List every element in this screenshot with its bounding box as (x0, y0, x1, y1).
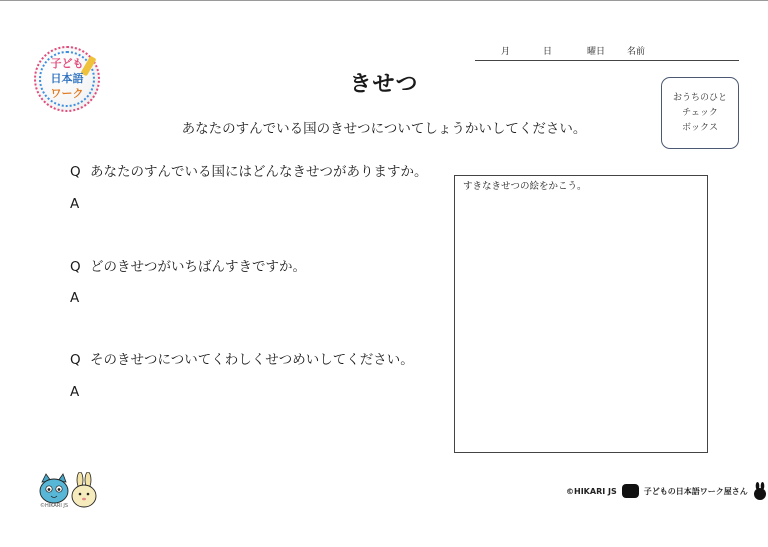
brand-badge-icon (622, 484, 639, 498)
question-mark: Q (70, 164, 81, 180)
check-box-line-3: ボックス (682, 122, 718, 133)
instruction-text: あなたのすんでいる国のきせつについてしょうかいしてください。 (181, 121, 587, 137)
parent-check-box[interactable] (661, 77, 739, 149)
check-box-line-2: チェック (682, 107, 718, 118)
question-text: そのきせつについてくわしくせつめいしてください。 (90, 352, 414, 368)
footer-brand-name: 子どもの日本語ワーク屋さん (643, 486, 748, 496)
answer-mark: A (70, 196, 80, 212)
question-2 (70, 258, 306, 276)
month-label: 月 (501, 47, 511, 57)
weekday-label: 曜日 (587, 47, 606, 57)
answer-1[interactable] (70, 195, 90, 213)
footer-copyright: ©HIKARI JS (566, 486, 617, 496)
question-mark: Q (70, 352, 81, 368)
top-rule (0, 0, 768, 1)
cat-character (40, 474, 68, 503)
date-name-line[interactable] (475, 46, 739, 61)
day-label: 日 (543, 47, 553, 57)
logo-line-1: 子ども (50, 57, 84, 70)
name-label: 名前 (627, 47, 646, 57)
answer-3[interactable] (70, 383, 90, 401)
question-text: あなたのすんでいる国にはどんなきせつがありますか。 (90, 164, 428, 180)
answer-2[interactable] (70, 289, 90, 307)
rabbit-silhouette-icon (753, 482, 767, 500)
check-box-line-1: おうちのひと (672, 92, 727, 103)
question-3 (70, 351, 414, 369)
drawing-box[interactable] (454, 175, 708, 453)
logo-line-2: 日本語 (50, 72, 84, 85)
page-title: きせつ (349, 72, 419, 97)
question-1 (70, 163, 428, 181)
question-mark: Q (70, 259, 81, 275)
footer-brand (566, 482, 767, 500)
answer-mark: A (70, 384, 80, 400)
question-text: どのきせつがいちばんすきですか。 (90, 259, 306, 275)
answer-mark: A (70, 290, 80, 306)
rabbit-character (72, 472, 96, 507)
characters-copyright: ©HIKARI JS (40, 503, 69, 509)
logo-line-3: ワーク (50, 87, 84, 100)
drawing-box-label: すきなきせつの絵をかこう。 (463, 181, 587, 192)
